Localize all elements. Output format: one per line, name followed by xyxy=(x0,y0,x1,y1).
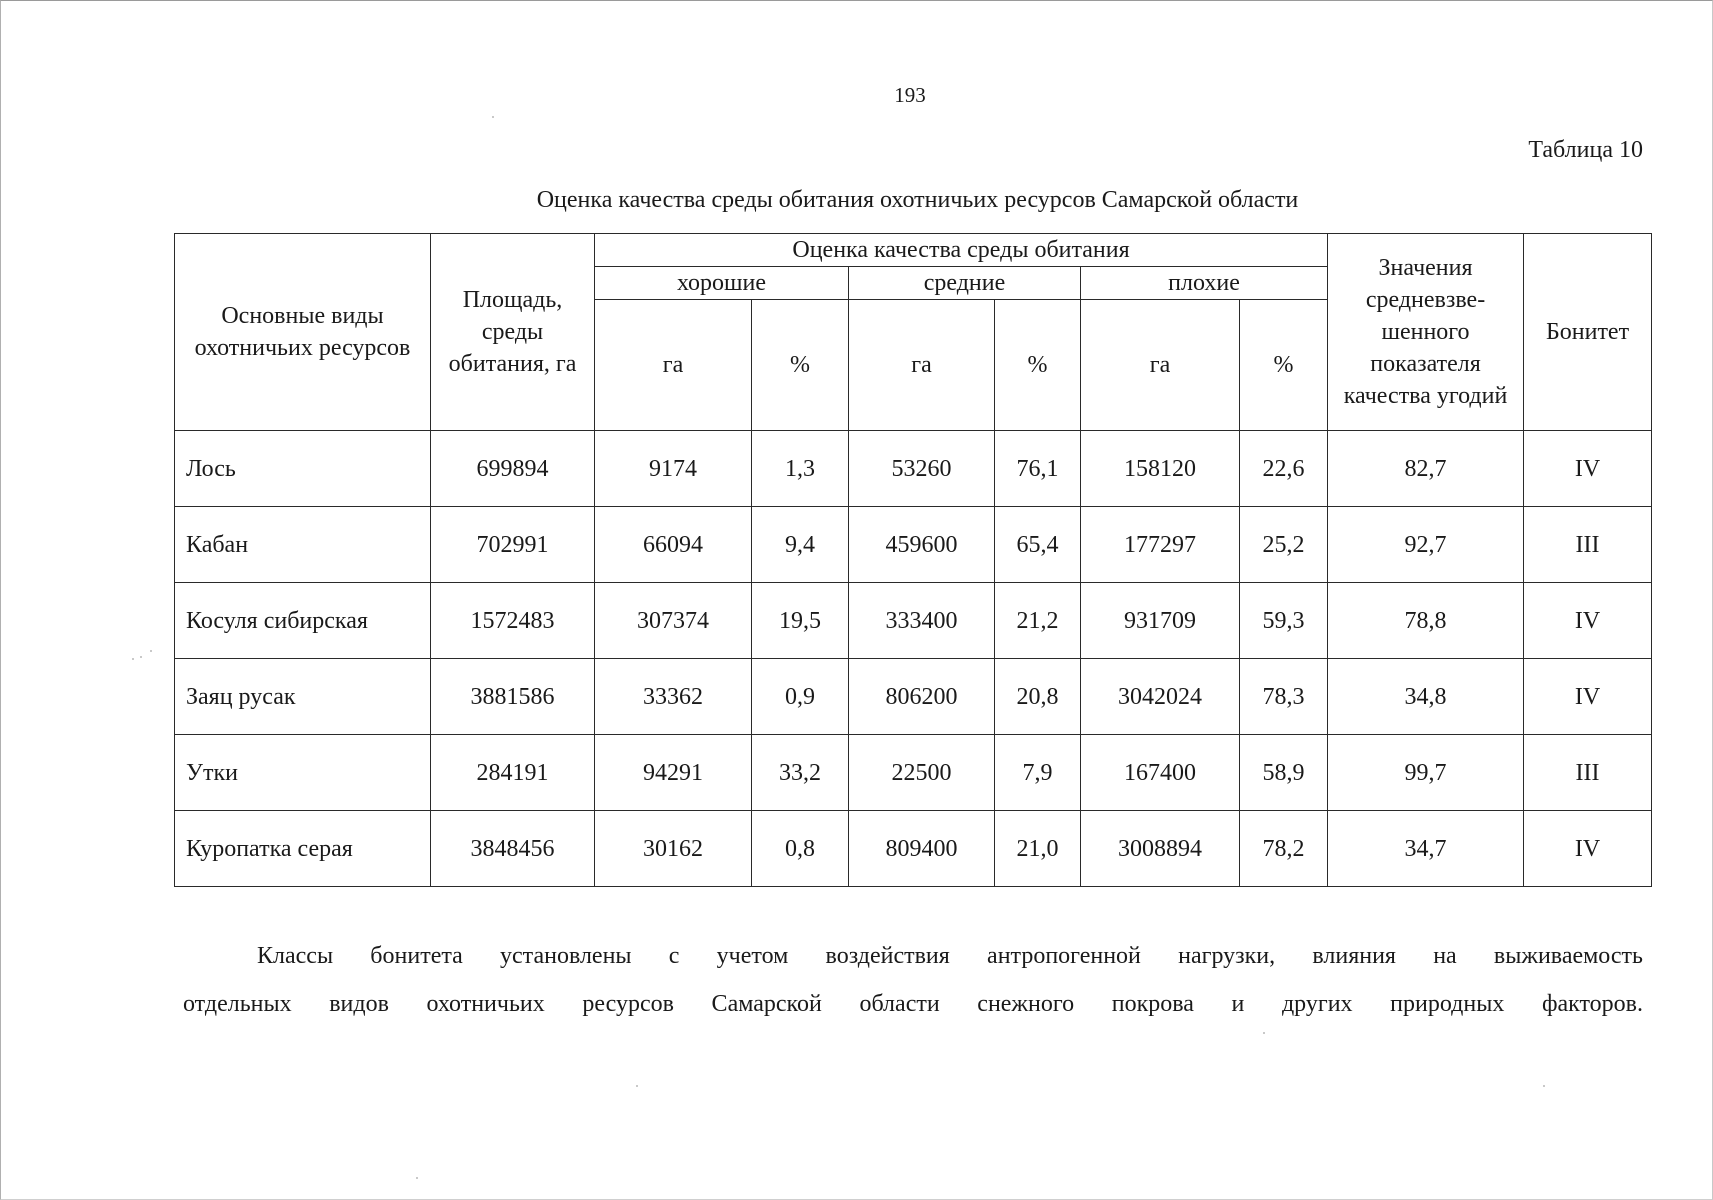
cell-good-ha: 30162 xyxy=(595,811,752,887)
cell-bonitet: III xyxy=(1524,735,1652,811)
cell-medium-pct: 76,1 xyxy=(995,431,1081,507)
scan-speck xyxy=(140,656,142,658)
cell-bad-ha: 931709 xyxy=(1081,583,1240,659)
scan-speck xyxy=(1543,1085,1545,1087)
header-bad-pct: % xyxy=(1240,300,1328,431)
table-row xyxy=(175,431,1652,507)
cell-medium-pct: 21,2 xyxy=(995,583,1081,659)
cell-species: Кабан xyxy=(175,507,431,583)
footnote-line-1: Классы бонитета установлены с учетом воздействия антропогенной нагрузки, влияния на выживаемость xyxy=(257,943,1643,969)
cell-species: Куропатка серая xyxy=(175,811,431,887)
cell-bonitet: IV xyxy=(1524,583,1652,659)
cell-species: Лось xyxy=(175,431,431,507)
cell-good-pct: 19,5 xyxy=(752,583,849,659)
table-row xyxy=(175,811,1652,887)
cell-area: 3881586 xyxy=(431,659,595,735)
header-medium-pct: % xyxy=(995,300,1081,431)
cell-weighted: 34,7 xyxy=(1328,811,1524,887)
table-row xyxy=(175,507,1652,583)
table-label: Таблица 10 xyxy=(1528,137,1643,163)
cell-bonitet: IV xyxy=(1524,811,1652,887)
cell-bad-ha: 3042024 xyxy=(1081,659,1240,735)
cell-good-ha: 66094 xyxy=(595,507,752,583)
header-medium-ha: га xyxy=(849,300,995,431)
cell-area: 702991 xyxy=(431,507,595,583)
scan-speck xyxy=(1263,1032,1265,1034)
cell-weighted: 34,8 xyxy=(1328,659,1524,735)
cell-medium-ha: 459600 xyxy=(849,507,995,583)
cell-medium-ha: 806200 xyxy=(849,659,995,735)
cell-bad-pct: 58,9 xyxy=(1240,735,1328,811)
cell-good-pct: 0,9 xyxy=(752,659,849,735)
cell-species: Косуля сибирская xyxy=(175,583,431,659)
scan-speck xyxy=(492,116,494,118)
cell-area: 3848456 xyxy=(431,811,595,887)
cell-medium-ha: 22500 xyxy=(849,735,995,811)
cell-medium-pct: 7,9 xyxy=(995,735,1081,811)
cell-bad-pct: 25,2 xyxy=(1240,507,1328,583)
header-bad-ha: га xyxy=(1081,300,1240,431)
header-good-ha: га xyxy=(595,300,752,431)
cell-area: 699894 xyxy=(431,431,595,507)
header-species: Основные виды охотничьих ресурсов xyxy=(175,234,431,431)
cell-medium-pct: 65,4 xyxy=(995,507,1081,583)
cell-bad-ha: 158120 xyxy=(1081,431,1240,507)
cell-bad-ha: 167400 xyxy=(1081,735,1240,811)
cell-good-ha: 307374 xyxy=(595,583,752,659)
scan-speck xyxy=(416,1177,418,1179)
cell-bad-pct: 22,6 xyxy=(1240,431,1328,507)
cell-good-pct: 33,2 xyxy=(752,735,849,811)
cell-bonitet: IV xyxy=(1524,659,1652,735)
footnote-line-2: отдельных видов охотничьих ресурсов Самарской области снежного покрова и других природных факторов. xyxy=(183,991,1643,1017)
footnote-paragraph xyxy=(183,932,1643,1028)
header-good: хорошие xyxy=(595,267,849,300)
table-row xyxy=(175,735,1652,811)
table-row xyxy=(175,583,1652,659)
cell-bad-ha: 3008894 xyxy=(1081,811,1240,887)
cell-good-pct: 9,4 xyxy=(752,507,849,583)
cell-medium-ha: 333400 xyxy=(849,583,995,659)
cell-bad-pct: 59,3 xyxy=(1240,583,1328,659)
habitat-quality-table xyxy=(174,233,1652,887)
header-weighted: Значения средневзве-шенного показателя качества угодий xyxy=(1328,234,1524,431)
page-number: 193 xyxy=(894,83,926,107)
cell-bonitet: III xyxy=(1524,507,1652,583)
table-title: Оценка качества среды обитания охотничьих ресурсов Самарской области xyxy=(536,187,1299,213)
cell-weighted: 92,7 xyxy=(1328,507,1524,583)
cell-weighted: 82,7 xyxy=(1328,431,1524,507)
header-medium: средние xyxy=(849,267,1081,300)
cell-species: Утки xyxy=(175,735,431,811)
cell-weighted: 78,8 xyxy=(1328,583,1524,659)
cell-medium-pct: 20,8 xyxy=(995,659,1081,735)
header-bad: плохие xyxy=(1081,267,1328,300)
cell-area: 1572483 xyxy=(431,583,595,659)
cell-bad-pct: 78,3 xyxy=(1240,659,1328,735)
header-bonitet: Бонитет xyxy=(1524,234,1652,431)
header-area: Площадь, среды обитания, га xyxy=(431,234,595,431)
cell-good-ha: 33362 xyxy=(595,659,752,735)
header-good-pct: % xyxy=(752,300,849,431)
cell-bonitet: IV xyxy=(1524,431,1652,507)
cell-good-pct: 0,8 xyxy=(752,811,849,887)
cell-area: 284191 xyxy=(431,735,595,811)
cell-good-ha: 94291 xyxy=(595,735,752,811)
cell-bad-ha: 177297 xyxy=(1081,507,1240,583)
scan-speck xyxy=(132,658,134,660)
table-row xyxy=(175,659,1652,735)
cell-species: Заяц русак xyxy=(175,659,431,735)
cell-bad-pct: 78,2 xyxy=(1240,811,1328,887)
cell-medium-pct: 21,0 xyxy=(995,811,1081,887)
cell-medium-ha: 809400 xyxy=(849,811,995,887)
scan-speck xyxy=(636,1085,638,1087)
cell-good-pct: 1,3 xyxy=(752,431,849,507)
cell-medium-ha: 53260 xyxy=(849,431,995,507)
cell-weighted: 99,7 xyxy=(1328,735,1524,811)
cell-good-ha: 9174 xyxy=(595,431,752,507)
scan-speck xyxy=(150,650,152,652)
header-quality: Оценка качества среды обитания xyxy=(595,234,1328,267)
